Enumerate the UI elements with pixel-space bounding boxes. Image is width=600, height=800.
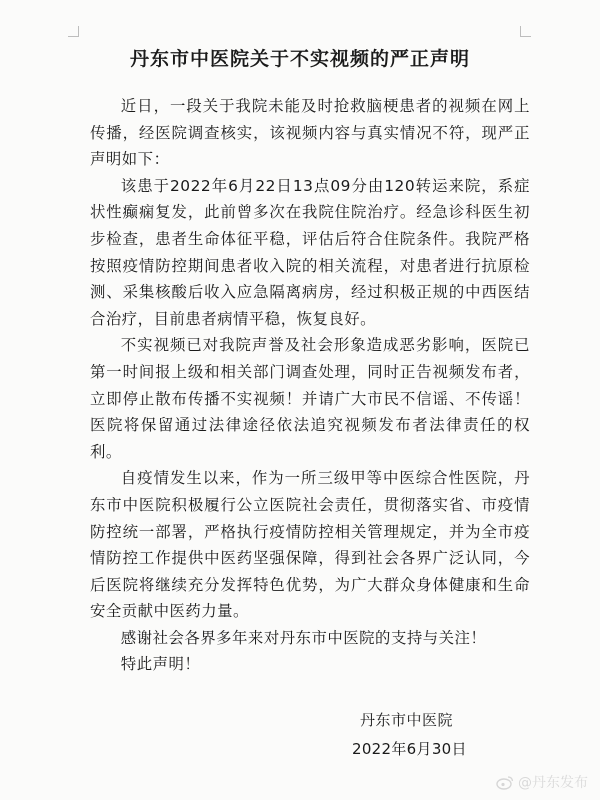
paragraph: 自疫情发生以来，作为一所三级甲等中医综合性医院，丹东市中医院积极履行公立医院社会责任，贯彻落实省、市疫情防控统一部署，严格执行疫情防控相关管理规定，并为全市疫情防控工作提供中医药坚强保障，得到社会各界广泛认同，今后医院将继续充分发挥特色优势，为广大群众身体健康和生命安全贡献中医药力量。 [90,469,530,621]
weibo-icon [496,775,514,790]
corner-mark-top-right [520,26,531,37]
paragraph: 该患于2022年6月22日13点09分由120转运来院，系症状性癫痫复发，此前曾多次在我院住院治疗。经急诊科医生初步检查，患者生命体征平稳，评估后符合住院条件。我院严格按照疫情防控期间患者收入院的相关流程，对患者进行抗原检测、采集核酸后收入应急隔离病房，经过积极正规的中西医结合治疗，目前患者病情平稳，恢复良好。 [90,176,530,328]
corner-mark-top-left [68,26,79,37]
paragraph: 近日，一段关于我院未能及时抢救脑梗患者的视频在网上传播，经医院调查核实，该视频内容与真实情况不符，现严正声明如下： [90,97,530,169]
watermark [496,772,588,792]
document-body [90,93,530,678]
paragraph: 特此声明！ [120,655,201,674]
paragraph: 不实视频已对我院声誉及社会形象造成恶劣影响，医院已第一时间报上级和相关部门调查处理，同时正告视频发布者，立即停止散布传播不实视频！并请广大市民不信谣、不传谣！医院将保留通过法律途径依法追究视频发布者法律责任的权利。 [90,336,530,461]
signature-date: 2022年6月30日 [352,740,467,758]
signature-organization: 丹东市中医院 [360,711,454,729]
document-title: 丹东市中医院关于不实视频的严正声明 [129,48,470,70]
watermark-text: @丹东发布 [518,775,588,791]
paragraph: 感谢社会各界多年来对丹东市中医院的支持与关注！ [120,628,487,647]
